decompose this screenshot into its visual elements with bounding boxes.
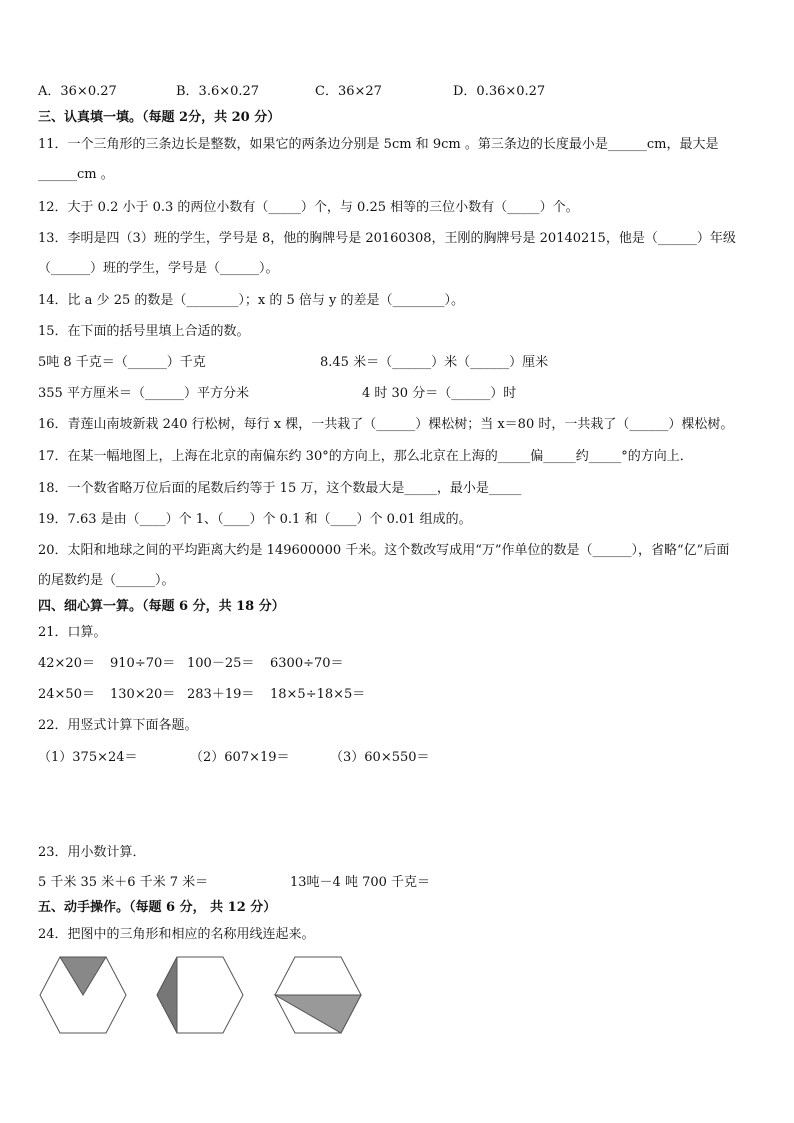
q21-r1-c3: 100－25＝ [187,656,255,671]
q17: 17．在某一幅地图上，上海在北京的南偏东约 30°的方向上，那么北京在上海的_____偏_____约_____°的方向上． [38,449,693,464]
q20-line1: 20．太阳和地球之间的平均距离大约是 149600000 千米。这个数改写成用“万”作单位的数是（______），省略“亿”后面 [38,543,730,558]
option-d: D．0.36×0.27 [453,84,546,99]
hexagon-2-triangle [157,957,177,1033]
q15-item-3: 355 平方厘米＝（______）平方分米 [38,386,249,401]
q22-item-3: （3）60×550＝ [330,750,430,765]
q23: 23．用小数计算． [38,845,146,860]
q12: 12．大于 0.2 小于 0.3 的两位小数有（_____）个，与 0.25 相等的三位小数有（_____）个。 [38,200,579,215]
option-c: C．36×27 [315,84,382,99]
hexagon-figure-1 [38,955,128,1035]
q20-line2: 的尾数约是（______）。 [38,573,175,588]
q21-r1-c1: 42×20＝ [38,656,95,671]
q15-item-1: 5吨 8 千克＝（______）千克 [38,355,206,370]
q21-r2-c3: 283＋19＝ [187,687,255,702]
q22: 22．用竖式计算下面各题。 [38,718,198,733]
q21-r1-c4: 6300÷70＝ [270,656,344,671]
q23-item-2: 13吨－4 吨 700 千克＝ [290,875,431,890]
q21-r2-c2: 130×20＝ [110,687,176,702]
q14: 14．比 a 少 25 的数是（________）；x 的 5 倍与 y 的差是（________）。 [38,293,464,308]
q21-r2-c1: 24×50＝ [38,687,95,702]
option-a: A．36×0.27 [38,84,117,99]
hexagon-figure-2 [155,955,245,1035]
q22-item-1: （1）375×24＝ [38,750,138,765]
q21: 21．口算。 [38,625,107,640]
q15-item-4: 4 时 30 分＝（______）时 [362,386,517,401]
q22-item-2: （2）607×19＝ [190,750,290,765]
section-4-title: 四、细心算一算。（每题 6 分，共 18 分） [38,599,285,614]
q18: 18．一个数省略万位后面的尾数后约等于 15 万，这个数最大是_____，最小是_____ [38,481,522,496]
q23-item-1: 5 千米 35 米＋6 千米 7 米＝ [38,875,209,890]
q13-line1: 13．李明是四（3）班的学生，学号是 8，他的胸牌号是 20160308，王刚的胸牌号是 20140215，他是（______）年级 [38,231,736,246]
q15: 15．在下面的括号里填上合适的数。 [38,324,250,339]
q24: 24．把图中的三角形和相应的名称用线连起来。 [38,927,315,942]
q21-r1-c2: 910÷70＝ [110,656,176,671]
q19: 19．7.63 是由（____）个 1、（____）个 0.1 和（____）个 0.01 组成的。 [38,512,472,527]
section-5-title: 五、动手操作。（每题 6 分， 共 12 分） [38,900,277,915]
q11-line1: 11．一个三角形的三条边长是整数，如果它的两条边分别是 5cm 和 9cm 。第三条边的长度最小是______cm，最大是 [38,137,719,152]
option-b: B．3.6×0.27 [176,84,260,99]
q21-r2-c4: 18×5÷18×5＝ [270,687,366,702]
q13-line2: （______）班的学生，学号是（______）。 [38,261,279,276]
q15-item-2: 8.45 米＝（______）米（______）厘米 [320,355,549,370]
q16: 16．青莲山南坡新栽 240 行松树，每行 x 棵，一共栽了（______）棵松树；当 x＝80 时，一共栽了（______）棵松树。 [38,417,734,432]
section-3-title: 三、认真填一填。（每题 2分，共 20 分） [38,110,281,125]
hexagon-figure-3 [273,955,363,1035]
q11-line2: ______cm 。 [38,167,114,182]
